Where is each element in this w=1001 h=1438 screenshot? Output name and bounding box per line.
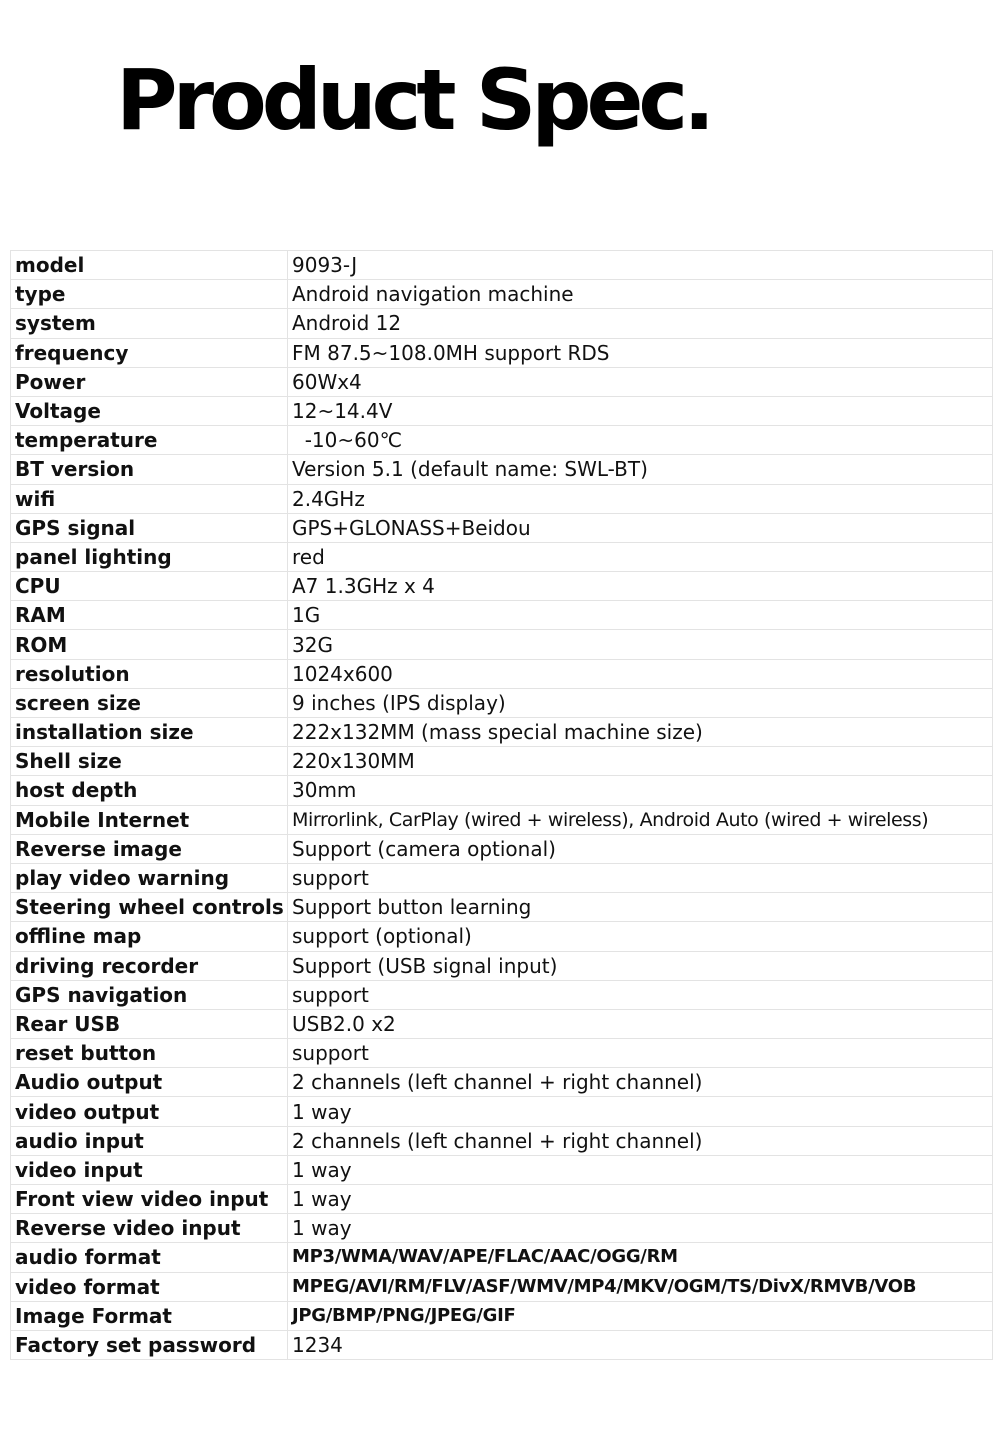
spec-label: Steering wheel controls bbox=[11, 893, 288, 922]
spec-row bbox=[11, 951, 993, 980]
spec-value: 9093-J bbox=[288, 251, 993, 280]
spec-row bbox=[11, 1185, 993, 1214]
spec-row bbox=[11, 1272, 993, 1301]
spec-row bbox=[11, 542, 993, 571]
spec-value: JPG/BMP/PNG/JPEG/GIF bbox=[288, 1301, 993, 1330]
spec-row bbox=[11, 630, 993, 659]
spec-value: Android 12 bbox=[288, 309, 993, 338]
spec-row bbox=[11, 1155, 993, 1184]
spec-label: Rear USB bbox=[11, 1009, 288, 1038]
spec-row bbox=[11, 1243, 993, 1272]
spec-label: screen size bbox=[11, 688, 288, 717]
spec-value: 12~14.4V bbox=[288, 396, 993, 425]
spec-label: ROM bbox=[11, 630, 288, 659]
spec-value: Support (camera optional) bbox=[288, 834, 993, 863]
spec-label: installation size bbox=[11, 718, 288, 747]
spec-row bbox=[11, 455, 993, 484]
spec-value: 9 inches (IPS display) bbox=[288, 688, 993, 717]
page-title: Product Spec. bbox=[116, 51, 711, 149]
spec-row bbox=[11, 805, 993, 834]
spec-label: Audio output bbox=[11, 1068, 288, 1097]
spec-row bbox=[11, 513, 993, 542]
spec-label: system bbox=[11, 309, 288, 338]
spec-label: RAM bbox=[11, 601, 288, 630]
spec-row bbox=[11, 834, 993, 863]
spec-row bbox=[11, 1009, 993, 1038]
spec-value: Version 5.1 (default name: SWL-BT) bbox=[288, 455, 993, 484]
spec-value: Support button learning bbox=[288, 893, 993, 922]
spec-value: 30mm bbox=[288, 776, 993, 805]
spec-value: 32G bbox=[288, 630, 993, 659]
spec-label: model bbox=[11, 251, 288, 280]
spec-row bbox=[11, 309, 993, 338]
spec-row bbox=[11, 484, 993, 513]
spec-label: offline map bbox=[11, 922, 288, 951]
spec-value: red bbox=[288, 542, 993, 571]
spec-row bbox=[11, 688, 993, 717]
spec-row bbox=[11, 280, 993, 309]
spec-label: audio format bbox=[11, 1243, 288, 1272]
spec-row bbox=[11, 426, 993, 455]
spec-value: 1234 bbox=[288, 1330, 993, 1359]
spec-label: Factory set password bbox=[11, 1330, 288, 1359]
spec-label: video format bbox=[11, 1272, 288, 1301]
spec-label: wifi bbox=[11, 484, 288, 513]
spec-value: 1 way bbox=[288, 1097, 993, 1126]
spec-value: support bbox=[288, 863, 993, 892]
spec-label: frequency bbox=[11, 338, 288, 367]
spec-value: FM 87.5~108.0MH support RDS bbox=[288, 338, 993, 367]
spec-value: 1G bbox=[288, 601, 993, 630]
spec-label: play video warning bbox=[11, 863, 288, 892]
spec-label: Reverse image bbox=[11, 834, 288, 863]
spec-label: GPS navigation bbox=[11, 980, 288, 1009]
spec-label: Front view video input bbox=[11, 1185, 288, 1214]
spec-value: 2 channels (left channel + right channel) bbox=[288, 1068, 993, 1097]
spec-row bbox=[11, 1330, 993, 1359]
spec-label: Mobile Internet bbox=[11, 805, 288, 834]
spec-label: temperature bbox=[11, 426, 288, 455]
spec-value: 1 way bbox=[288, 1214, 993, 1243]
spec-value: -10~60℃ bbox=[288, 426, 993, 455]
spec-label: host depth bbox=[11, 776, 288, 805]
spec-value: 60Wx4 bbox=[288, 367, 993, 396]
spec-row bbox=[11, 1214, 993, 1243]
spec-row bbox=[11, 251, 993, 280]
spec-row bbox=[11, 747, 993, 776]
spec-row bbox=[11, 1097, 993, 1126]
spec-label: Shell size bbox=[11, 747, 288, 776]
spec-label: type bbox=[11, 280, 288, 309]
spec-row bbox=[11, 922, 993, 951]
spec-label: Reverse video input bbox=[11, 1214, 288, 1243]
spec-value: 1 way bbox=[288, 1155, 993, 1184]
spec-row bbox=[11, 659, 993, 688]
spec-row bbox=[11, 1068, 993, 1097]
spec-row bbox=[11, 601, 993, 630]
spec-row bbox=[11, 863, 993, 892]
spec-value: GPS+GLONASS+Beidou bbox=[288, 513, 993, 542]
spec-value: 1024x600 bbox=[288, 659, 993, 688]
spec-row bbox=[11, 367, 993, 396]
spec-value: Android navigation machine bbox=[288, 280, 993, 309]
spec-value: 220x130MM bbox=[288, 747, 993, 776]
spec-label: driving recorder bbox=[11, 951, 288, 980]
spec-label: GPS signal bbox=[11, 513, 288, 542]
spec-label: reset button bbox=[11, 1039, 288, 1068]
spec-value: support (optional) bbox=[288, 922, 993, 951]
spec-label: video input bbox=[11, 1155, 288, 1184]
spec-row bbox=[11, 1126, 993, 1155]
spec-value: USB2.0 x2 bbox=[288, 1009, 993, 1038]
spec-value: Mirrorlink, CarPlay (wired + wireless), Android Auto (wired + wireless) bbox=[288, 805, 993, 834]
spec-label: audio input bbox=[11, 1126, 288, 1155]
spec-row bbox=[11, 893, 993, 922]
spec-value: 1 way bbox=[288, 1185, 993, 1214]
spec-value: MPEG/AVI/RM/FLV/ASF/WMV/MP4/MKV/OGM/TS/DivX/RMVB/VOB bbox=[288, 1272, 993, 1301]
spec-value: MP3/WMA/WAV/APE/FLAC/AAC/OGG/RM bbox=[288, 1243, 993, 1272]
spec-row bbox=[11, 980, 993, 1009]
spec-value: 2.4GHz bbox=[288, 484, 993, 513]
spec-value: support bbox=[288, 980, 993, 1009]
spec-label: panel lighting bbox=[11, 542, 288, 571]
spec-label: Voltage bbox=[11, 396, 288, 425]
spec-row bbox=[11, 718, 993, 747]
spec-label: BT version bbox=[11, 455, 288, 484]
spec-value: 2 channels (left channel + right channel) bbox=[288, 1126, 993, 1155]
spec-value: A7 1.3GHz x 4 bbox=[288, 572, 993, 601]
spec-row bbox=[11, 776, 993, 805]
spec-value: support bbox=[288, 1039, 993, 1068]
spec-value: Support (USB signal input) bbox=[288, 951, 993, 980]
spec-table bbox=[10, 250, 993, 1360]
spec-label: Power bbox=[11, 367, 288, 396]
spec-row bbox=[11, 1301, 993, 1330]
spec-row bbox=[11, 338, 993, 367]
spec-label: video output bbox=[11, 1097, 288, 1126]
spec-label: Image Format bbox=[11, 1301, 288, 1330]
spec-value: 222x132MM (mass special machine size) bbox=[288, 718, 993, 747]
spec-label: resolution bbox=[11, 659, 288, 688]
spec-label: CPU bbox=[11, 572, 288, 601]
spec-row bbox=[11, 1039, 993, 1068]
spec-row bbox=[11, 396, 993, 425]
spec-row bbox=[11, 572, 993, 601]
spec-table-body bbox=[11, 251, 993, 1360]
